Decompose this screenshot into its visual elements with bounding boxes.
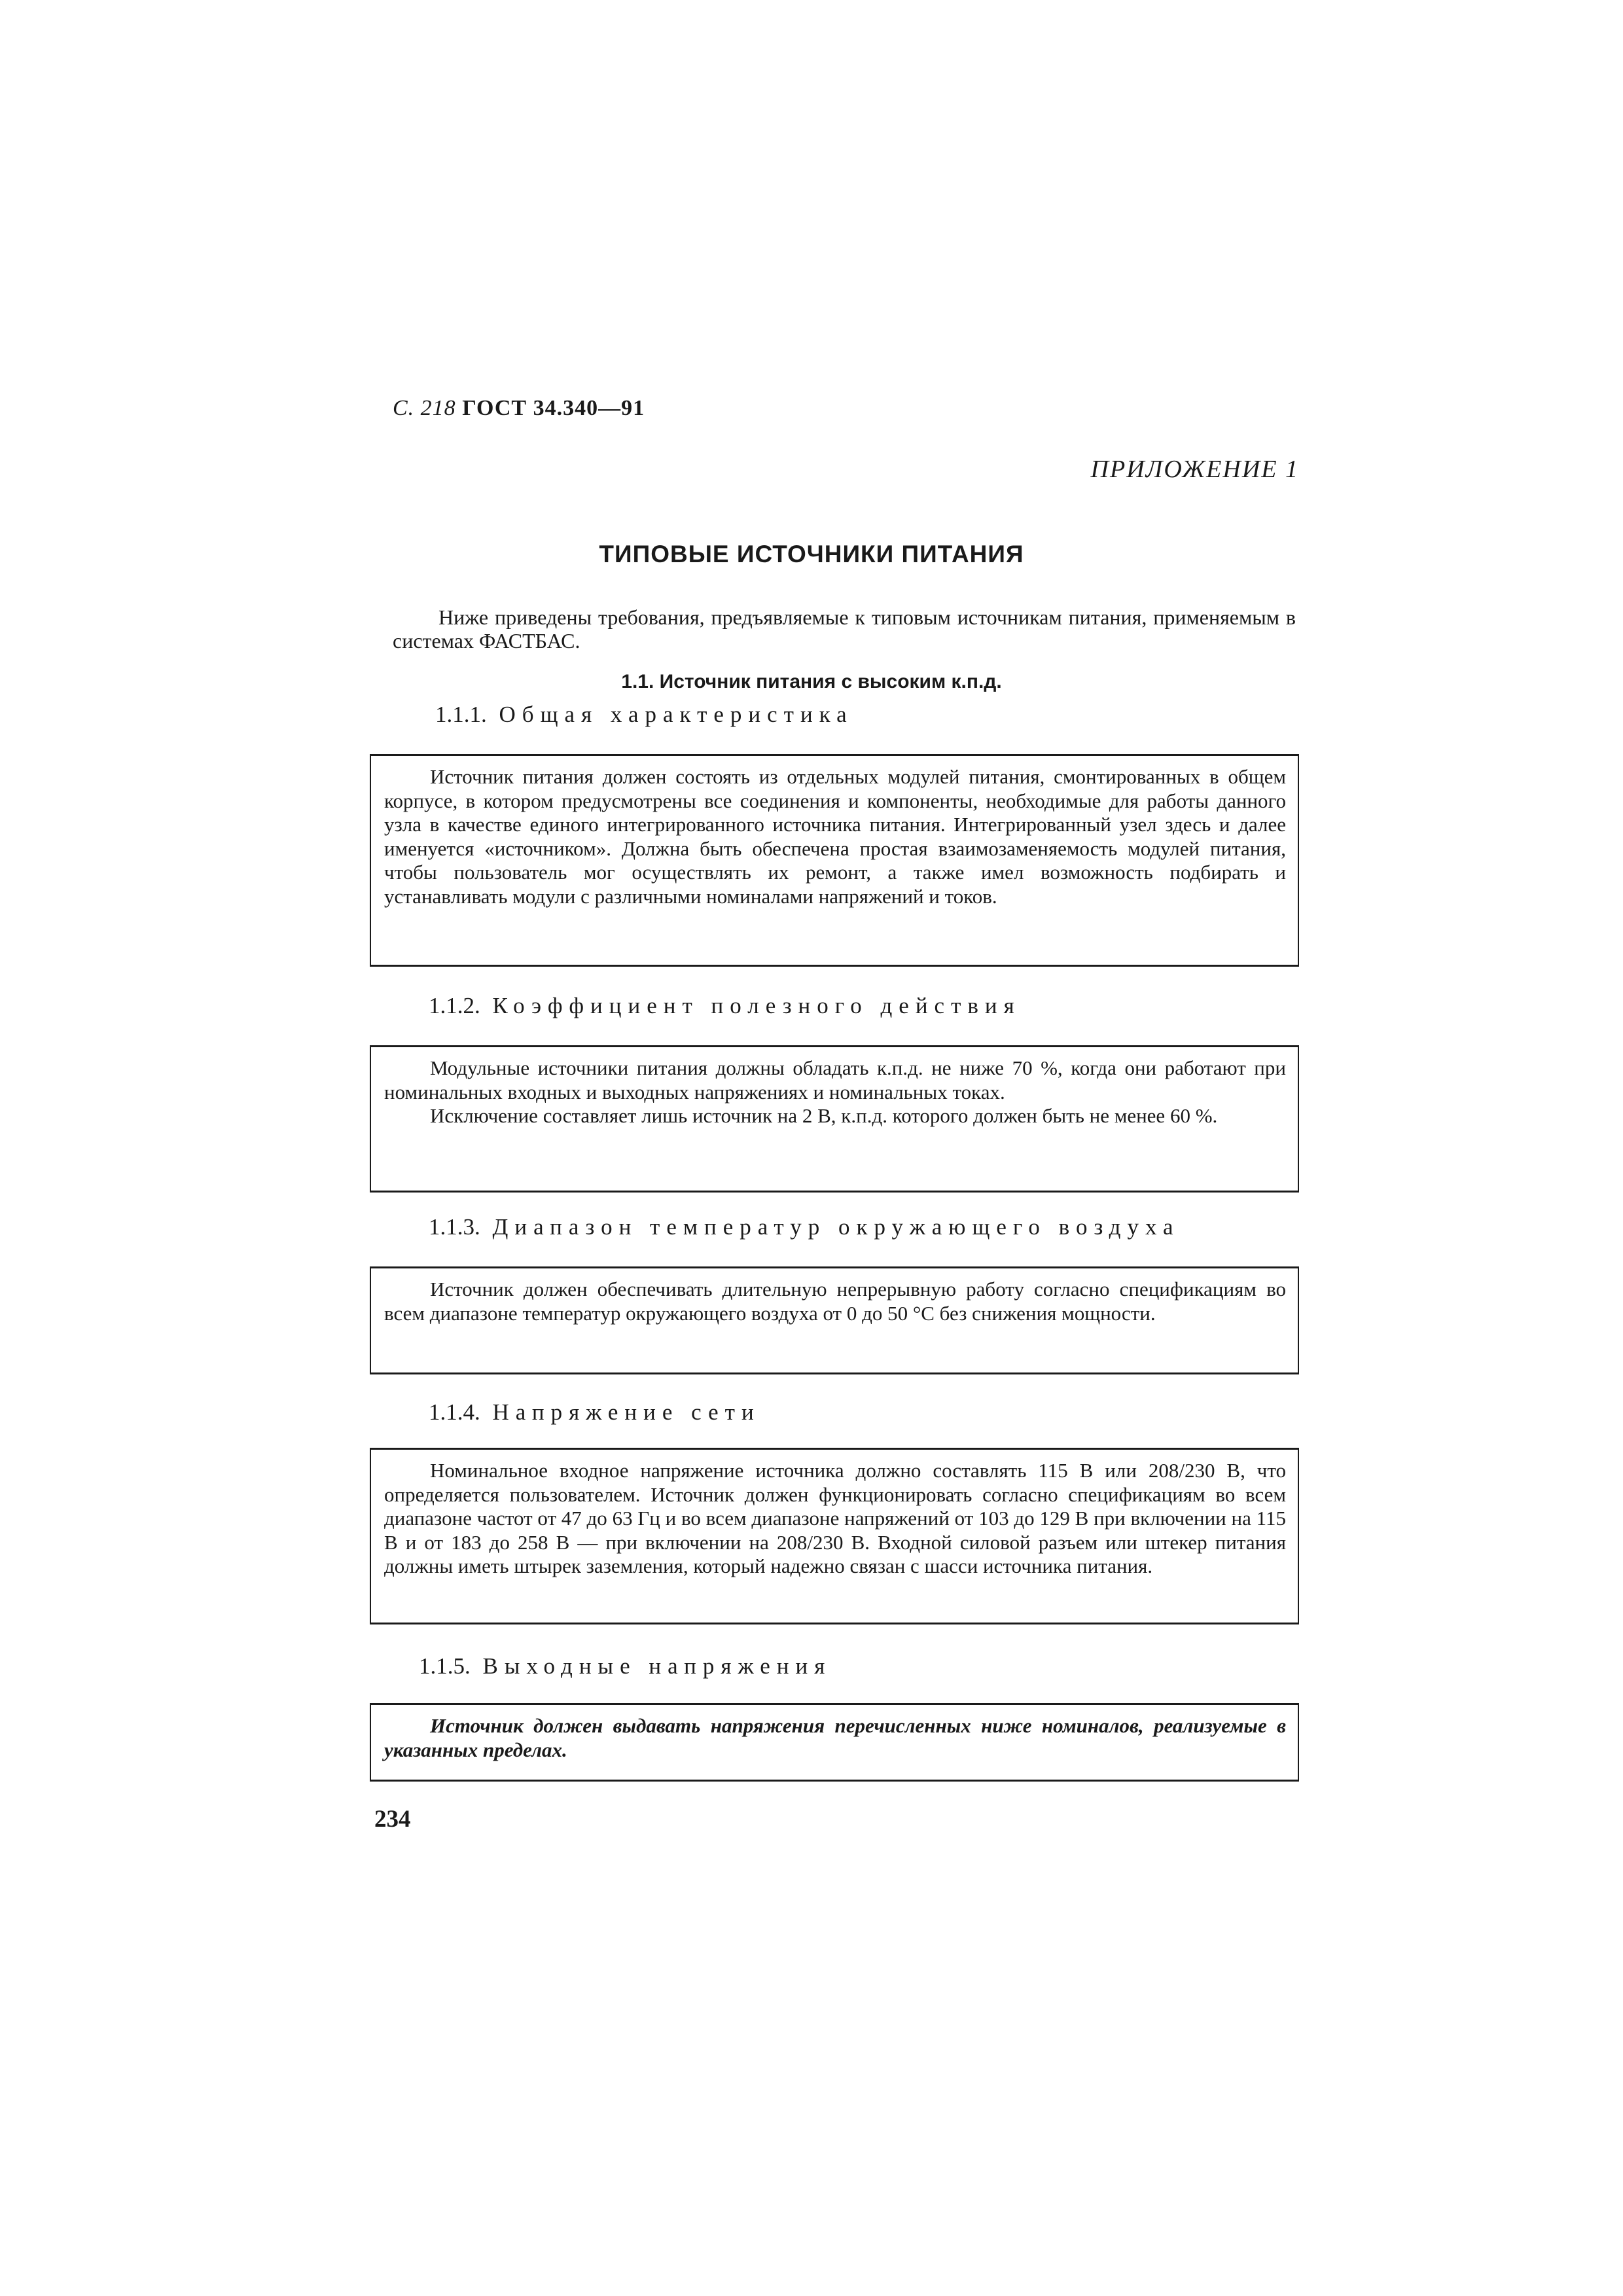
subsection-number: 1.1.4.	[429, 1399, 480, 1425]
subsection-heading	[435, 702, 853, 728]
requirement-text: Номинальное входное напряжение источника должно составлять 115 В или 208/230 В, что определяется пользователем. Источник должен функционировать согласно спецификациям во всем диапазоне частот от 47 до 63 Гц и во всем диапазоне напряжений от 103 до 129 В при включении на 115 В и от 183 до 258 В — при включении на 208/230 В. Входной силовой разъем или штекер питания должны иметь штырек заземления, который надежно связан с шасси источника питания.	[384, 1459, 1286, 1577]
requirement-box	[370, 1045, 1299, 1193]
requirement-box	[370, 1266, 1299, 1374]
requirement-text: Источник должен обеспечивать длительную непрерывную работу согласно спецификациям во всем диапазоне температур окружающего воздуха от 0 до 50 °С без снижения мощности.	[384, 1278, 1286, 1325]
subsection-heading	[429, 1399, 760, 1426]
requirement-text: Исключение составляет лишь источник на 2 В, к.п.д. которого должен быть не менее 60 %.	[430, 1104, 1218, 1127]
requirement-box	[370, 1448, 1299, 1624]
requirement-box	[370, 1703, 1299, 1782]
subsection-number: 1.1.3.	[429, 1214, 480, 1240]
subsection-number: 1.1.5.	[419, 1653, 471, 1679]
subsection-title: Общая характеристика	[499, 702, 853, 727]
running-header	[393, 396, 645, 421]
subsection-heading	[429, 993, 1021, 1019]
subsection-title: Напряжение сети	[492, 1399, 760, 1425]
standard-number: ГОСТ 34.340—91	[462, 396, 645, 420]
appendix-label: ПРИЛОЖЕНИЕ 1	[1090, 456, 1299, 483]
page-number: 234	[374, 1806, 411, 1833]
requirement-text: Источник должен выдавать напряжения перечисленных ниже номиналов, реализуемые в указанных пределах.	[384, 1714, 1286, 1761]
intro-paragraph: Ниже приведены требования, предъявляемые к типовым источникам питания, применяемым в системах ФАСТБАС.	[393, 605, 1296, 653]
page-reference: С. 218	[393, 396, 456, 420]
section-title: 1.1. Источник питания с высоким к.п.д.	[621, 671, 1002, 692]
subsection-title: Диапазон температур окружающего воздуха	[492, 1214, 1180, 1240]
document-title: ТИПОВЫЕ ИСТОЧНИКИ ПИТАНИЯ	[599, 541, 1024, 567]
requirement-text: Модульные источники питания должны обладать к.п.д. не ниже 70 %, когда они работают при номинальных входных и выходных напряжениях и номинальных токах.	[384, 1056, 1286, 1103]
subsection-title: Выходные напряжения	[482, 1653, 832, 1679]
subsection-number: 1.1.2.	[429, 993, 480, 1018]
subsection-title: Коэффициент полезного действия	[492, 993, 1021, 1018]
subsection-heading	[419, 1653, 831, 1679]
requirement-box	[370, 754, 1299, 967]
subsection-number: 1.1.1.	[435, 702, 487, 727]
requirement-text: Источник питания должен состоять из отдельных модулей питания, смонтированных в общем корпусе, в котором предусмотрены все соединения и компоненты, необходимые для работы данного узла в качестве единого интегрированного источника питания. Интегрированный узел здесь и далее именуется «источником». Должна быть обеспечена простая взаимозаменяемость модулей питания, чтобы пользователь мог осуществлять их ремонт, а также имел возможность подбирать и устанавливать модули с различными номиналами напряжений и токов.	[384, 765, 1286, 908]
subsection-heading	[429, 1214, 1180, 1240]
